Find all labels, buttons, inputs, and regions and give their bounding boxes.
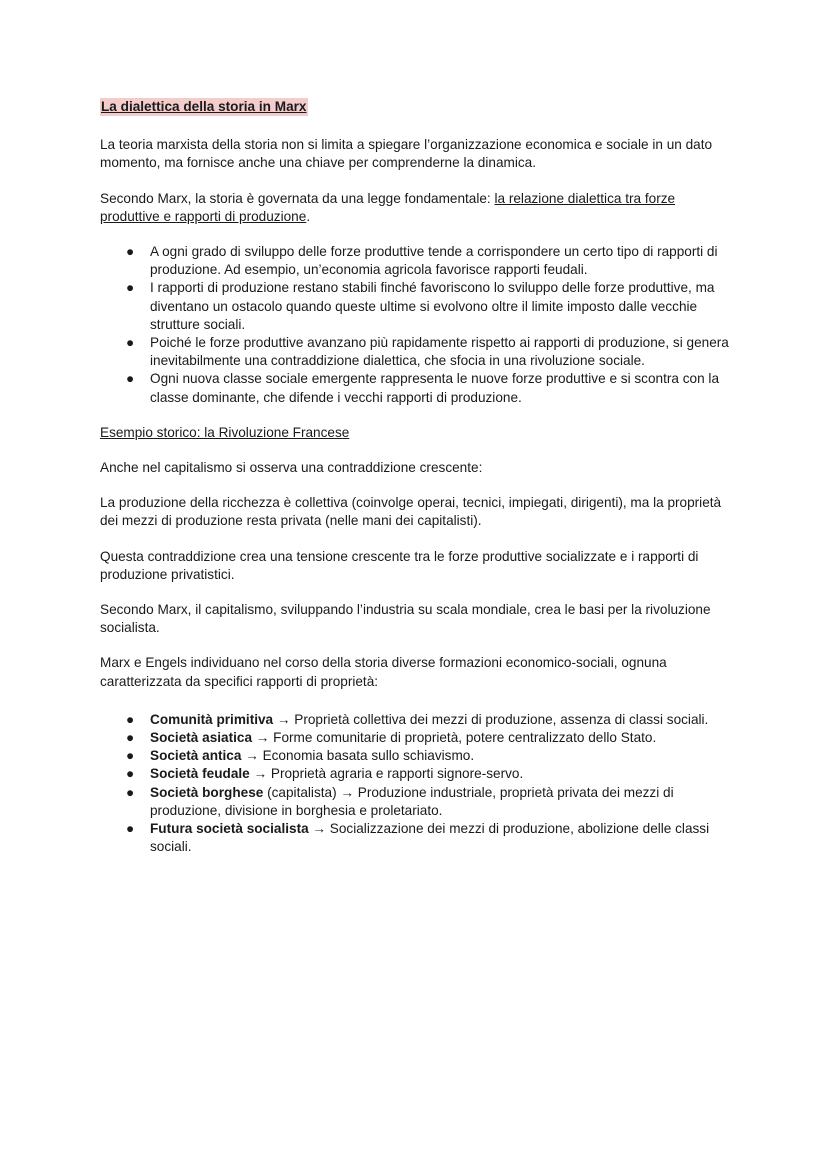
socialism-paragraph: Secondo Marx, il capitalismo, sviluppando l’industria su scala mondiale, crea le basi per la rivoluzione socialista. [100,602,711,636]
wealth-paragraph: La produzione della ricchezza è collettiva (coinvolge operai, tecnici, impiegati, dirigenti), ma la proprietà dei mezzi di produzione resta privata (nelle mani dei capitalisti). [100,495,722,529]
tension-paragraph: Questa contraddizione crea una tensione crescente tra le forze produttive socializzate e i rapporti di produzione privatistici. [100,548,699,582]
formation-description: → Proprietà agraria e rapporti signore-servo. [249,766,524,782]
formations-intro-paragraph: Marx e Engels individuano nel corso della storia diverse formazioni economico-sociali, ognuna caratterizzata da specifici rapporti di proprietà: [100,655,667,689]
formation-item [100,820,736,856]
formation-name: Società asiatica [150,730,253,746]
bullet-icon: ● [126,280,135,296]
law-paragraph-suffix: . [306,208,311,224]
law-underlined-text: la relazione dialettica tra forze produttive e rapporti di produzione [100,190,676,224]
formation-name: Società borghese [150,784,264,800]
bullet-icon: ● [126,711,135,727]
formation-name: Futura società socialista [150,821,309,837]
bullet-icon: ● [126,244,135,260]
document-title: La dialettica della storia in Marx [100,98,308,116]
formation-name: Comunità primitiva [150,711,274,727]
formation-description: → Produzione industriale, proprietà privata dei mezzi di produzione, divisione in borghesia e proletariato. [150,784,674,818]
formation-description: → Forme comunitarie di proprietà, potere centralizzato dello Stato. [252,730,657,746]
formation-item [100,784,736,820]
list-item [100,370,736,406]
list-item [100,279,736,334]
list-item-text: Ogni nuova classe sociale emergente rappresenta le nuove forze produttive e si scontra con la classe dominante, che difende i vecchi rapporti di produzione. [150,371,719,405]
example-heading: Esempio storico: la Rivoluzione Francese [100,424,350,440]
formation-extra: (capitalista) [263,784,337,800]
bullet-icon: ● [126,371,135,387]
document-page [100,98,736,874]
formation-description: → Proprietà collettiva dei mezzi di produzione, assenza di classi sociali. [273,711,709,727]
law-paragraph [100,190,736,226]
list-item-text: A ogni grado di sviluppo delle forze produttive tende a corrispondere un certo tipo di rapporti di produzione. Ad esempio, un’economia agricola favorisce rapporti feudali. [150,244,718,278]
formations-list [100,711,736,857]
list-item [100,334,736,370]
formation-name: Società feudale [150,766,250,782]
capitalism-paragraph: Anche nel capitalismo si osserva una contraddizione crescente: [100,460,483,476]
formation-item [100,711,736,729]
bullet-icon: ● [126,730,135,746]
formation-description: → Economia basata sullo schiavismo. [241,748,475,764]
formation-description: → Socializzazione dei mezzi di produzione, abolizione delle classi sociali. [150,821,710,855]
intro-paragraph: La teoria marxista della storia non si limita a spiegare l’organizzazione economica e sociale in un dato momento, ma fornisce anche una chiave per comprenderne la dinamica. [100,137,713,171]
list-item [100,243,736,279]
list-item-text: Poiché le forze produttive avanzano più rapidamente rispetto ai rapporti di produzione, si genera inevitabilmente una contraddizione dialettica, che sfocia in una rivoluzione sociale. [150,335,729,369]
formation-item [100,747,736,765]
list-item-text: I rapporti di produzione restano stabili finché favoriscono lo sviluppo delle forze produttive, ma diventano un ostacolo quando queste ultime si evolvono oltre il limite imposto dalle vecchie strutture sociali. [150,280,715,332]
bullet-icon: ● [126,784,135,800]
bullet-icon: ● [126,335,135,351]
formation-item [100,765,736,783]
dialectic-bullet-list [100,243,736,407]
bullet-icon: ● [126,766,135,782]
bullet-icon: ● [126,821,135,837]
law-paragraph-prefix: Secondo Marx, la storia è governata da una legge fondamentale: [100,190,495,206]
formation-name: Società antica [150,748,242,764]
bullet-icon: ● [126,748,135,764]
formation-item [100,729,736,747]
